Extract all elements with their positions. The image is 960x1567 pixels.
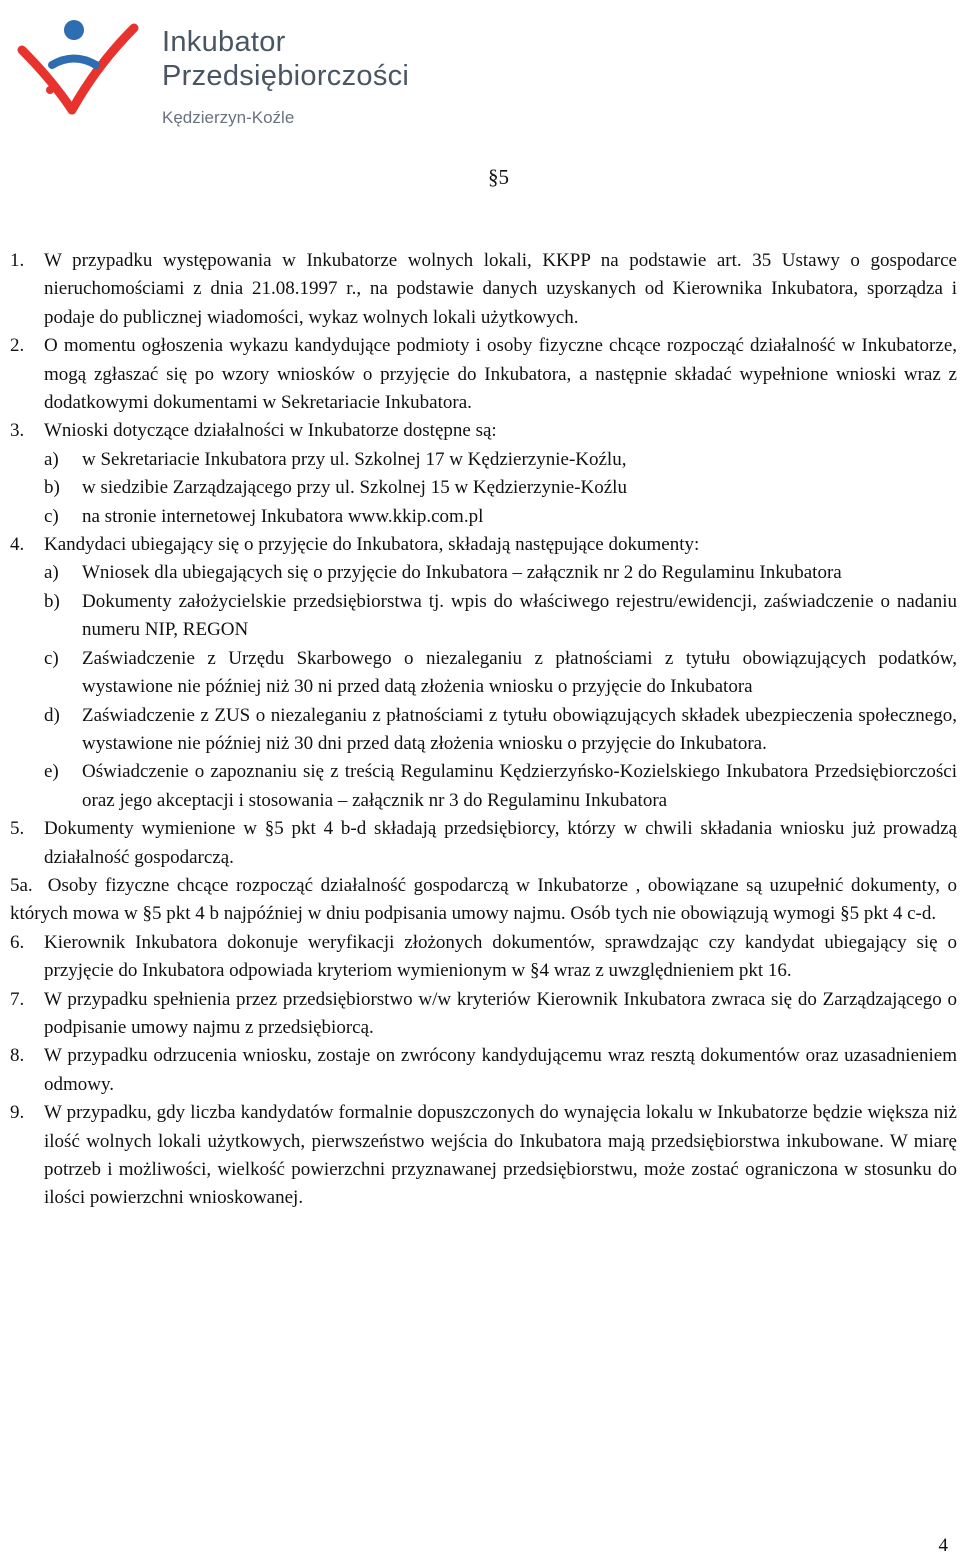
sub-item-text: Dokumenty założycielskie przedsiębiorstwa tj. wpis do właściwego rejestru/ewidencji, zaświadczenie o nadaniu numeru NIP, REGON bbox=[82, 590, 957, 641]
sub-item-text: Zaświadczenie z Urzędu Skarbowego o niezaleganiu z płatnościami z tytułu obowiązujących podatków, wystawione nie później niż 30 ni przed datą złożenia wniosku o przyjęcie do Inkubatora bbox=[82, 647, 957, 698]
item-number: 3. bbox=[10, 420, 25, 442]
sub-item-letter: a) bbox=[44, 448, 59, 470]
sub-item-letter: a) bbox=[44, 562, 59, 584]
list-item-1 bbox=[10, 247, 957, 332]
sub-item-text: Oświadczenie o zapoznaniu się z treścią Regulaminu Kędzierzyńsko-Kozielskiego Inkubatora Przedsiębiorczości oraz jego akceptacji i stosowania – załącznik nr 3 do Regulaminu Inkubatora bbox=[82, 761, 957, 811]
item-text: Osoby fizyczne chcące rozpocząć działalność gospodarczą w Inkubatorze , obowiązane są uzupełnić dokumenty, o których mowa w §5 pkt 4 b najpóźniej w dniu podpisania umowy najmu. Osób tych nie obowiązują wymogi §5 pkt 4 c-d. bbox=[10, 874, 958, 925]
page-number: 4 bbox=[938, 1535, 948, 1556]
sub-item-3b bbox=[10, 474, 957, 502]
section-heading: §5 bbox=[488, 165, 509, 189]
list-item-9 bbox=[10, 1099, 957, 1213]
item-text: Kierownik Inkubatora dokonuje weryfikacji złożonych dokumentów, sprawdzając czy kandydat ubiegający się o przyjęcie do Inkubatora odpowiada kryteriom wymienionym w §4 wraz z uwzględnieniem pkt 16. bbox=[44, 931, 957, 982]
sub-item-4c bbox=[10, 645, 957, 702]
sub-item-3c bbox=[10, 503, 957, 531]
item-text: Wnioski dotyczące działalności w Inkubatorze dostępne są: bbox=[44, 420, 497, 442]
sub-item-4d bbox=[10, 702, 957, 759]
item-number: 8. bbox=[10, 1045, 25, 1067]
sub-item-letter: e) bbox=[44, 761, 59, 783]
list-item-7 bbox=[10, 986, 957, 1043]
sub-item-letter: c) bbox=[44, 505, 59, 527]
logo-mark-icon bbox=[12, 10, 142, 120]
item-number: 9. bbox=[10, 1102, 25, 1124]
item-number: 2. bbox=[10, 335, 25, 357]
sub-item-text: Wniosek dla ubiegających się o przyjęcie do Inkubatora – załącznik nr 2 do Regulaminu Inkubatora bbox=[82, 562, 842, 584]
item-number: 6. bbox=[10, 931, 25, 953]
item-text: O momentu ogłoszenia wykazu kandydujące podmioty i osoby fizyczne chcące rozpocząć działalność w Inkubatorze, mogą zgłaszać się po wzory wniosków o przyjęcie do Inkubatora, a następnie składać wypełnione wnioski wraz z dodatkowymi dokumentami w Sekretariacie Inkubatora. bbox=[44, 335, 957, 414]
sub-item-text: w siedzibie Zarządzającego przy ul. Szkolnej 15 w Kędzierzynie-Koźlu bbox=[82, 477, 627, 499]
list-item-6 bbox=[10, 929, 957, 986]
sub-item-4e bbox=[10, 758, 957, 815]
inkubator-logo bbox=[12, 10, 452, 130]
list-item-5a bbox=[10, 872, 957, 929]
document-body bbox=[10, 247, 957, 1213]
item-text: W przypadku odrzucenia wniosku, zostaje on zwrócony kandydującemu wraz resztą dokumentów oraz uzasadnieniem odmowy. bbox=[44, 1045, 957, 1095]
list-item-8 bbox=[10, 1042, 957, 1099]
sub-item-4a bbox=[10, 559, 957, 587]
item-number: 1. bbox=[10, 250, 25, 271]
sub-item-text: w Sekretariacie Inkubatora przy ul. Szkolnej 17 w Kędzierzynie-Koźlu, bbox=[82, 448, 627, 470]
sub-item-letter: d) bbox=[44, 704, 60, 726]
logo-location: Kędzierzyn-Koźle bbox=[162, 108, 295, 127]
item-text: W przypadku, gdy liczba kandydatów formalnie dopuszczonych do wynajęcia lokalu w Inkubatorze będzie większa niż ilość wolnych lokali użytkowych, pierwszeństwo wejścia do Inkubatora mają przedsiębiorstwa inkubowane. W miarę potrzeb i możliwości, wielkość powierzchni przyznawanej przedsiębiorstwu, może zostać ograniczona w stosunku do ilości powierzchni wnioskowanej. bbox=[44, 1102, 957, 1209]
list-item-4 bbox=[10, 531, 957, 559]
logo-title-line1: Inkubator bbox=[162, 26, 286, 58]
item-text: Kandydaci ubiegający się o przyjęcie do Inkubatora, składają następujące dokumenty: bbox=[44, 534, 700, 556]
sub-item-letter: b) bbox=[44, 590, 60, 612]
item-number: 5a. bbox=[10, 874, 33, 896]
item-text: W przypadku spełnienia przez przedsiębiorstwo w/w kryteriów Kierownik Inkubatora zwraca się do Zarządzającego o podpisanie umowy najmu z przedsiębiorcą. bbox=[44, 988, 957, 1038]
item-number: 4. bbox=[10, 534, 25, 556]
sub-item-letter: c) bbox=[44, 647, 59, 669]
list-item-3 bbox=[10, 417, 957, 445]
sub-item-4b bbox=[10, 588, 957, 645]
list-item-5 bbox=[10, 815, 957, 872]
sub-item-text: Zaświadczenie z ZUS o niezaleganiu z płatnościami z tytułu obowiązujących składek ubezpieczenia społecznego, wystawione nie później niż 30 dni przed datą złożenia wniosku o przyjęcie do Inkubatora. bbox=[82, 704, 957, 754]
sub-item-text: na stronie internetowej Inkubatora www.kkip.com.pl bbox=[82, 505, 484, 527]
item-text: Dokumenty wymienione w §5 pkt 4 b-d składają przedsiębiorcy, którzy w chwili składania wniosku już prowadzą działalność gospodarczą. bbox=[44, 818, 957, 868]
item-number: 5. bbox=[10, 818, 25, 840]
sub-item-3a bbox=[10, 446, 957, 474]
logo-title-line2: Przedsiębiorczości bbox=[162, 60, 410, 92]
item-text: W przypadku występowania w Inkubatorze wolnych lokali, KKPP na podstawie art. 35 Ustawy o gospodarce nieruchomościami z dnia 21.08.1997 r., na podstawie danych uzyskanych od Kierownika Inkubatora, sporządza i podaje do publicznej wiadomości, wykaz wolnych lokali użytkowych. bbox=[44, 250, 957, 328]
sub-item-letter: b) bbox=[44, 477, 60, 499]
item-number: 7. bbox=[10, 988, 25, 1010]
list-item-2 bbox=[10, 332, 957, 417]
